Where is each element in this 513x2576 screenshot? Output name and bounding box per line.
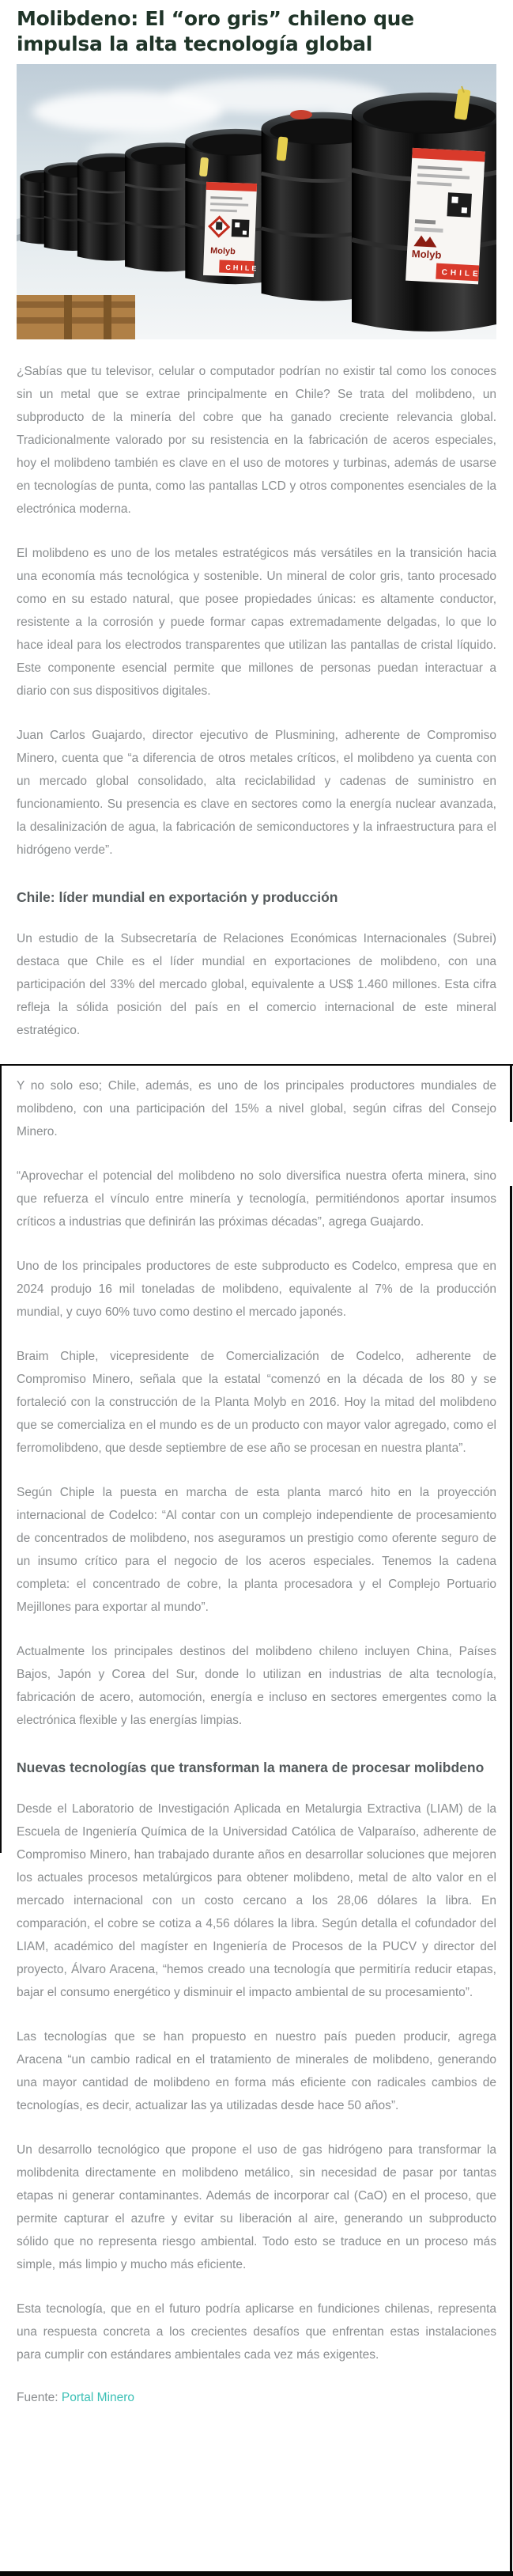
article-paragraph: Uno de los principales productores de este subproducto es Codelco, empresa que en 2024 produjo 16 mil toneladas de molibdeno, equivalente al 7% de la producción mundial, y cuyo 60% tuvo como destino el mercado japonés.: [17, 1260, 496, 1319]
article-paragraph: El molibdeno es uno de los metales estratégicos más versátiles en la transición hacia una economía más tecnológica y sostenible. Un mineral de color gris, tanto procesado como en su estado natural, que posee propiedades únicas: es altamente conductor, resistente a la corrosión y puede formar capas extremadamente delgadas, lo que lo hace ideal para los electrodos transparentes que utilizan las pantallas de cristal líquido. Este componente esencial permite que millones de personas puedan interactuar a diario con sus dispositivos digitales.: [17, 546, 496, 698]
article-paragraph: Un desarrollo tecnológico que propone el uso de gas hidrógeno para transformar la molibdenita directamente en molibdeno metálico, sin necesidad de pasar por tantas etapas ni generar contaminantes. Además de incorporar cal (CaO) en el proceso, que permite capturar el azufre y evitar su liberación al aire, generando un subproducto sólido que no representa riesgo ambiental. Todo esto se traduce en un proceso más simple, más limpio y mucho más eficiente.: [17, 2143, 496, 2271]
source-prefix: Fuente:: [17, 2390, 62, 2404]
article-paragraph: Juan Carlos Guajardo, director ejecutivo de Plusmining, adherente de Compromiso Minero, cuenta que “a diferencia de otros metales críticos, el molibdeno ya cuenta con un mercado global consolidado, alta reciclabilidad y cadenas de suministro en funcionamiento. Su presencia es clave en sectores como la energía nuclear avanzada, la desalinización de agua, la fabricación de semiconductores y la infraestructura para el hidrógeno verde”.: [17, 728, 496, 857]
wooden-pallets: [17, 295, 135, 339]
source-line: [17, 2391, 496, 2405]
section-heading: Nuevas tecnologías que transforman la manera de procesar molibdeno: [17, 1759, 485, 1775]
article-paragraph: “Aprovechar el potencial del molibdeno no solo diversifica nuestra oferta minera, sino que refuerza el vínculo entre minería y tecnología, permitiéndonos aportar insumos críticos a industrias que definirán las próximas décadas”, agrega Guajardo.: [17, 1169, 496, 1229]
page-title: Molibdeno: El “oro gris” chileno que impulsa la alta tecnología global: [17, 7, 414, 55]
article-top-section: [0, 0, 513, 1064]
front-barrel-label: [405, 148, 488, 285]
article-paragraph: Según Chiple la puesta en marcha de esta planta marcó hito en la proyección internacional de Codelco: “Al contar con un complejo independiente de procesamiento de concentrados de molibdeno, nos aseguramos un prestigio como oferente seguro de un insumo crítico para el negocio de los aceros especiales. Tenemos la cadena completa: el concentrado de cobre, la planta procesadora y el Complejo Portuario Mejillones para exportar al mundo”.: [17, 1485, 496, 1614]
molybdenum-barrels-photo: [17, 64, 496, 339]
article-paragraph: Desde el Laboratorio de Investigación Aplicada en Metalurgia Extractiva (LIAM) de la Escuela de Ingeniería Química de la Universidad Católica de Valparaíso, adherente de Compromiso Minero, han trabajado durante años en desarrollar soluciones que mejoren los actuales procesos metalúrgicos para obtener molibdeno, metal de alto valor en el mercado internacional con un costo cercano a los 28,06 dólares la libra. En comparación, el cobre se cotiza a 4,56 dólares la libra. Según detalla el cofundador del LIAM, académico del magíster en Ingeniería de Procesos de la PUCV y director del proyecto, Álvaro Aracena, “hemos creado una tecnología que permitiría reducir etapas, bajar el consumo energético y disminuir el impacto ambiental de su procesamiento”.: [17, 1802, 496, 2000]
article-paragraph: ¿Sabías que tu televisor, celular o computador podrían no existir tal como los conoces sin un metal que se extrae principalmente en Chile? Se trata del molibdeno, un subproducto de la minería del cobre que ha ganado creciente relevancia global. Tradicionalmente valorado por su resistencia en la fabricación de aceros especiales, hoy el molibdeno también es clave en el uso de motores y turbinas, además de usarse en tecnologías de punta, como las pantallas LCD y otros componentes esenciales de la electrónica moderna.: [17, 365, 496, 516]
article-paragraph: Actualmente los principales destinos del molibdeno chileno incluyen China, Países Bajos, Japón y Corea del Sur, donde lo utilizan en industrias de alta tecnología, fabricación de acero, automoción, energía e incluso en sectores emergentes como la electrónica flexible y las energías limpias.: [17, 1644, 496, 1727]
highlighted-region: [0, 1064, 513, 2576]
article-paragraph: Un estudio de la Subsecretaría de Relaciones Económicas Internacionales (Subrei) destaca que Chile es el líder mundial en exportaciones de molibdeno, con una participación del 33% del mercado global, equivalente a US$ 1.460 millones. Esta cifra refleja la sólida posición del país en el comercio internacional de este mineral estratégico.: [17, 932, 496, 1038]
article-paragraph: Braim Chiple, vicepresidente de Comercialización de Codelco, adherente de Compromiso Minero, señala que la estatal “comenzó en la década de los 80 y se fortaleció con la construcción de la Planta Molyb en 2016. Hoy la mitad del molibdeno que se comercializa en el mundo es de un producto con mayor valor agregado, como el ferromolibdeno, que desde septiembre de ese año se procesan en nuestra planta”.: [17, 1349, 496, 1455]
red-lid-cap: [290, 110, 312, 119]
source-link[interactable]: Portal Minero: [61, 2390, 135, 2404]
article-paragraph: Y no solo eso; Chile, además, es uno de los principales productores mundiales de molibdeno, con una participación del 15% a nivel global, según cifras del Consejo Minero.: [17, 1079, 496, 1139]
article-bottom-section: [0, 1075, 513, 2442]
molyb-brand-text: Molyb: [209, 246, 236, 257]
article-paragraph: Las tecnologías que se han propuesto en nuestro país pueden producir, agrega Aracena “un cambio radical en el tratamiento de minerales de molibdeno, generando una mayor cantidad de molibdeno en forma más eficiente con radicales cambios de tecnologías, es decir, actualizar las ya utilizadas desde hace 50 años”.: [17, 2030, 496, 2113]
mid-barrel-label: [203, 182, 262, 277]
bottom-black-bar: [0, 2571, 513, 2576]
highlight-border-right-lower: [510, 1186, 512, 2576]
molyb-brand-text: Molyb: [411, 247, 442, 261]
chile-origin-text: CHILE: [225, 263, 259, 273]
highlight-border-left: [0, 1066, 2, 1853]
article-paragraph: Esta tecnología, que en el futuro podría aplicarse en fundiciones chilenas, representa una respuesta concreta a los crecientes desafíos que enfrentan estas instalaciones para cumplir con estándares ambientales cada vez más exigentes.: [17, 2301, 496, 2362]
hero-image: [17, 64, 496, 339]
highlight-border-right-upper: [510, 1066, 512, 1122]
chile-origin-text: CHILE: [441, 267, 481, 279]
section-heading: Chile: líder mundial en exportación y producción: [17, 888, 338, 905]
